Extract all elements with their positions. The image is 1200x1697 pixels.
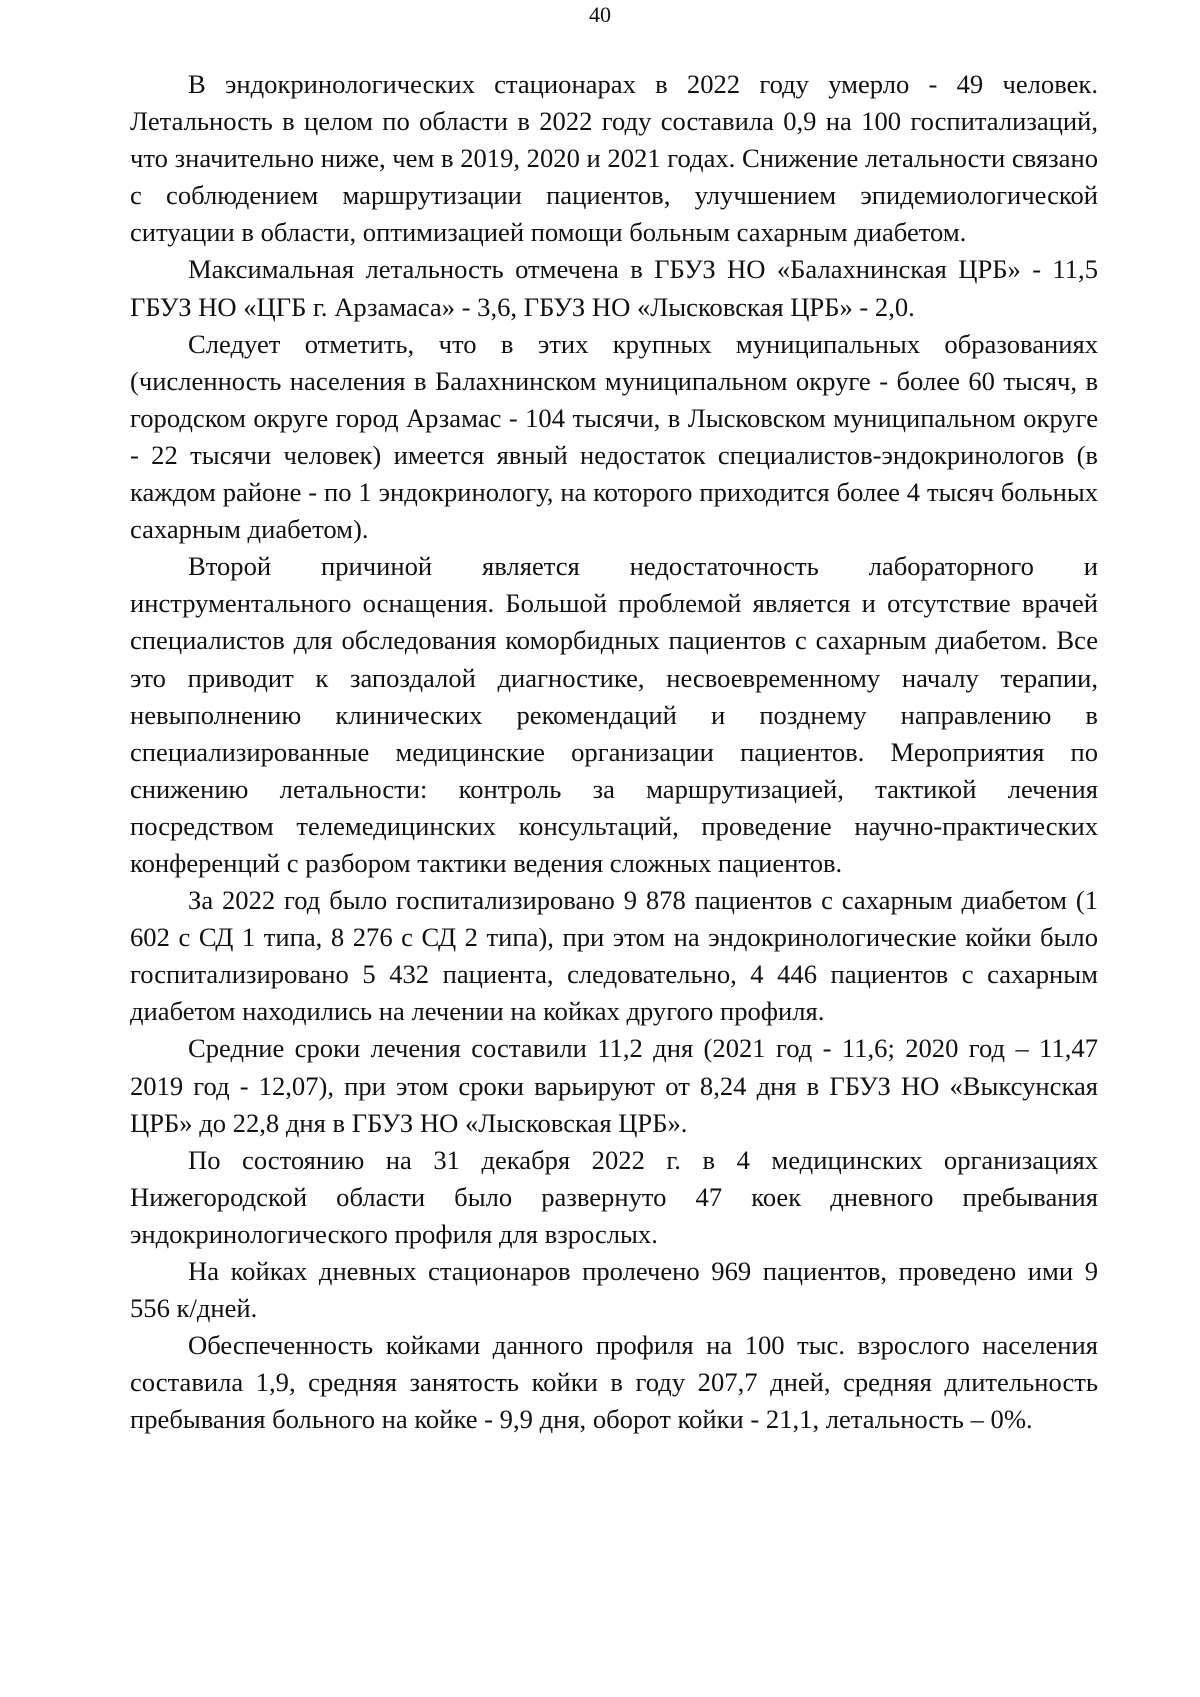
paragraph-bed-provision: Обеспеченность койками данного профиля на 100 тыс. взрослого населения составила 1,9, средняя занятость койки в году 207,7 дней, средняя длительность пребывания больного на койке - 9,9 дня, оборот койки - 21,1, летальность – 0%.	[130, 1330, 1098, 1435]
paragraph-treatment-duration: Средние сроки лечения составили 11,2 дня (2021 год - 11,6; 2020 год – 11,47 2019 год - 12,07), при этом сроки варьируют от 8,24 дня в ГБУЗ НО «Выксунская ЦРБ» до 22,8 дня в ГБУЗ НО «Лысковская ЦРБ».	[130, 1033, 1098, 1138]
document-body	[130, 66, 1098, 1438]
paragraph-hospitalizations: За 2022 год было госпитализировано 9 878 пациентов с сахарным диабетом (1 602 с СД 1 типа, 8 276 с СД 2 типа), при этом на эндокринологические койки было госпитализировано 5 432 пациента, следовательно, 4 446 пациентов с сахарным диабетом находились на лечении на койках другого профиля.	[130, 885, 1098, 1027]
paragraph-mortality-overview: В эндокринологических стационарах в 2022 году умерло - 49 человек. Летальность в целом по области в 2022 году составила 0,9 на 100 госпитализаций, что значительно ниже, чем в 2019, 2020 и 2021 годах. Снижение летальности связано с соблюдением маршрутизации пациентов, улучшением эпидемиологической ситуации в области, оптимизацией помощи больным сахарным диабетом.	[130, 69, 1098, 248]
page-number: 40	[589, 2, 611, 27]
paragraph-max-mortality: Максимальная летальность отмечена в ГБУЗ НО «Балахнинская ЦРБ» - 11,5 ГБУЗ НО «ЦГБ г. Арзамаса» - 3,6, ГБУЗ НО «Лысковская ЦРБ» - 2,0.	[130, 254, 1098, 322]
paragraph-day-beds: По состоянию на 31 декабря 2022 г. в 4 медицинских организациях Нижегородской области было развернуто 47 коек дневного пребывания эндокринологического профиля для взрослых.	[130, 1144, 1098, 1249]
paragraph-second-cause: Второй причиной является недостаточность лабораторного и инструментального оснащения. Большой проблемой является и отсутствие врачей специалистов для обследования коморбидных пациентов с сахарным диабетом. Все это приводит к запоздалой диагностике, несвоевременному началу терапии, невыполнению клинических рекомендаций и позднему направлению в специализированные медицинские организации пациентов. Мероприятия по снижению летальности: контроль за маршрутизацией, тактикой лечения посредством телемедицинских консультаций, проведение научно-практических конференций с разбором тактики ведения сложных пациентов.	[130, 551, 1098, 878]
paragraph-specialist-shortage: Следует отметить, что в этих крупных муниципальных образованиях (численность населения в Балахнинском муниципальном округе - более 60 тысяч, в городском округе город Арзамас - 104 тысячи, в Лысковском муниципальном округе - 22 тысячи человек) имеется явный недостаток специалистов-эндокринологов (в каждом районе - по 1 эндокринологу, на которого приходится более 4 тысяч больных сахарным диабетом).	[130, 328, 1098, 545]
paragraph-day-patients: На койках дневных стационаров пролечено 969 пациентов, проведено ими 9 556 к/дней.	[130, 1256, 1098, 1324]
